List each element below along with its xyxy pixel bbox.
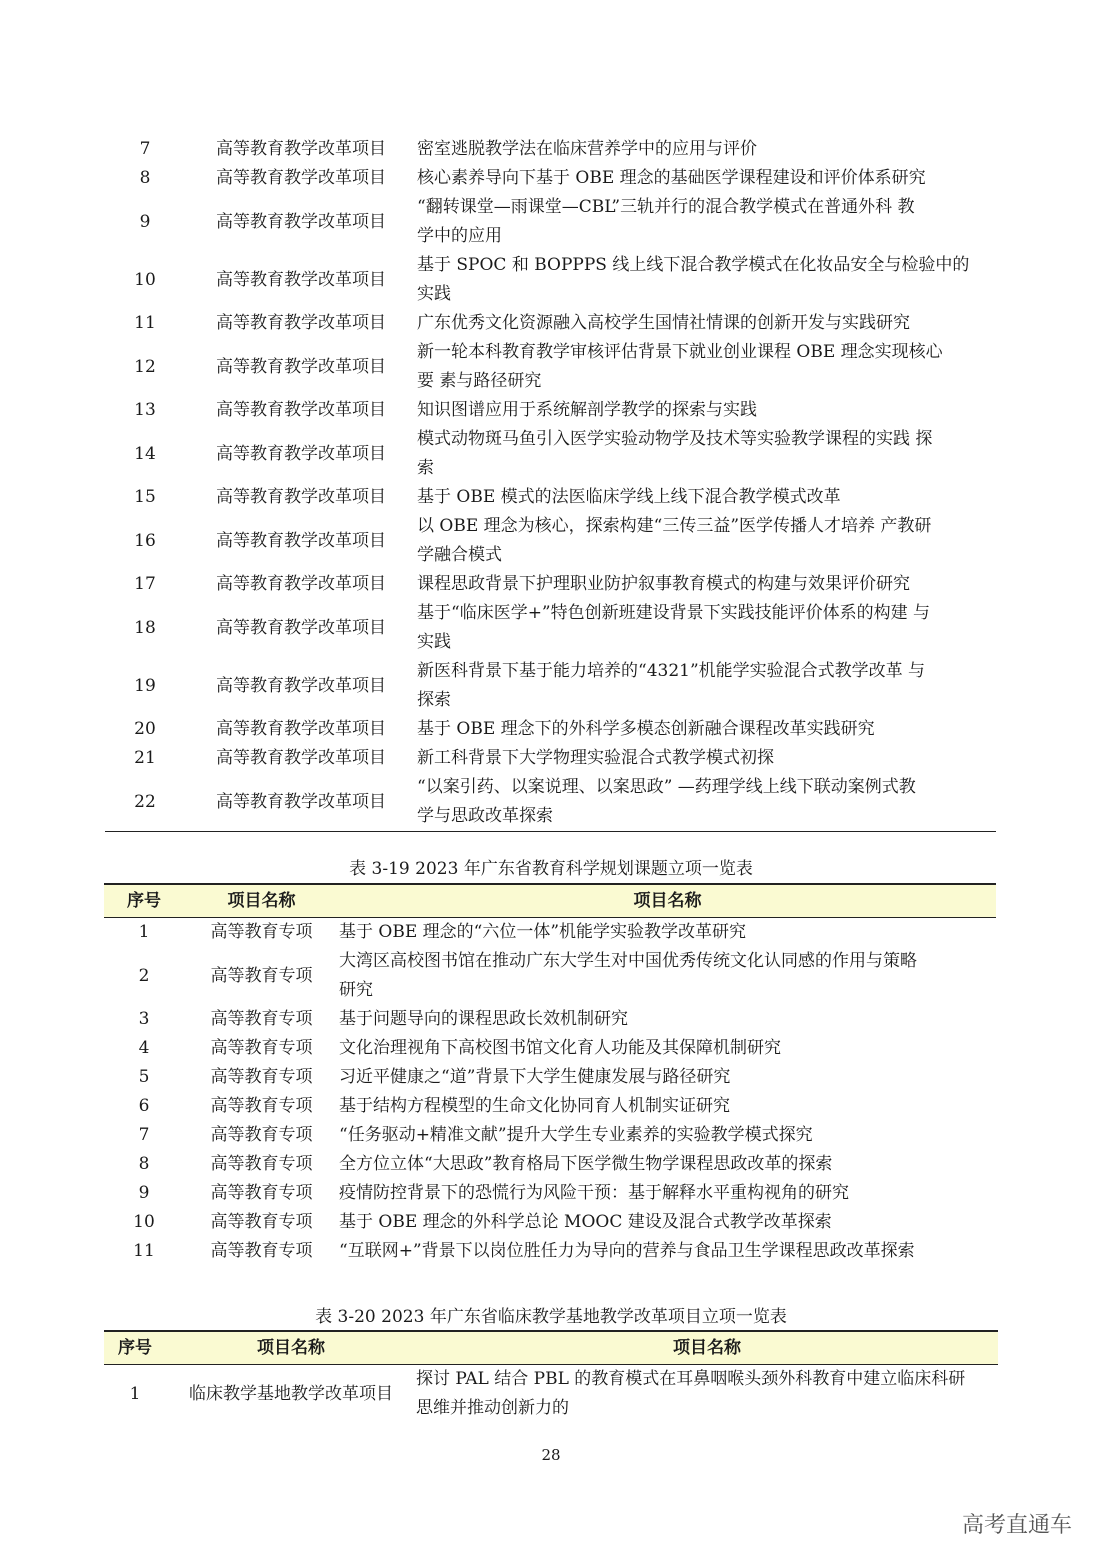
row-number: 14 — [134, 443, 156, 464]
table-prev-continued — [105, 135, 996, 832]
row-category: 高等教育教学改革项目 — [216, 211, 386, 232]
header-title: 项目名称 — [416, 1331, 998, 1365]
row-category: 高等教育专项 — [210, 1183, 313, 1203]
watermark: 高考直通车 — [961, 1513, 1072, 1538]
row-title — [339, 1005, 996, 1034]
row-category: 高等教育专项 — [210, 1212, 313, 1232]
row-title-line: 基于 OBE 模式的法医临床学线上线下混合教学模式改革 — [417, 487, 841, 507]
table-row — [105, 164, 996, 193]
table-header-row — [104, 1331, 998, 1365]
row-category: 高等教育专项 — [210, 1067, 313, 1087]
row-title — [339, 1121, 996, 1150]
row-title-line: 知识图谱应用于系统解剖学教学的探索与实践 — [417, 400, 757, 420]
row-title — [339, 1237, 996, 1266]
row-title-line: 疫情防控背景下的恐慌行为风险干预：基于解释水平重构视角的研究 — [339, 1183, 849, 1203]
table-row — [105, 396, 996, 425]
row-number: 7 — [139, 139, 151, 159]
row-title-line: 学融合模式 — [417, 545, 502, 565]
row-category: 高等教育专项 — [210, 965, 313, 986]
row-number: 17 — [134, 574, 156, 594]
row-number: 11 — [133, 1241, 155, 1261]
row-title — [417, 512, 996, 570]
row-number: 22 — [134, 791, 156, 812]
table-row — [105, 773, 996, 832]
table-3-19 — [104, 883, 996, 1266]
row-title-line: 基于结构方程模型的生命文化协同育人机制实证研究 — [339, 1096, 730, 1116]
row-title-line: 核心素养导向下基于 OBE 理念的基础医学课程建设和评价体系研究 — [417, 168, 926, 188]
row-title-line: 密室逃脱教学法在临床营养学中的应用与评价 — [417, 139, 757, 159]
row-title — [417, 396, 996, 425]
row-category: 临床教学基地教学改革项目 — [189, 1383, 393, 1404]
row-number: 5 — [138, 1067, 150, 1087]
row-category: 高等教育专项 — [210, 1009, 313, 1029]
row-title-line: 文化治理视角下高校图书馆文化育人功能及其保障机制研究 — [339, 1038, 781, 1058]
row-title — [417, 425, 996, 483]
table-header-row — [104, 884, 996, 918]
table-row — [104, 1121, 996, 1150]
table-row — [105, 657, 996, 715]
row-title-line: 基于 SPOC 和 BOPPPS 线上线下混合教学模式在化妆品安全与检验中的 — [417, 255, 970, 275]
row-title-line: 基于 OBE 理念的“六位一体”机能学实验教学改革研究 — [339, 922, 747, 942]
table-row — [104, 1365, 998, 1424]
row-category: 高等教育教学改革项目 — [216, 791, 386, 812]
row-title-line: 实践 — [417, 284, 451, 304]
table-row — [105, 251, 996, 309]
row-number: 3 — [138, 1009, 150, 1029]
row-title-line: “任务驱动+精准文献”提升大学生专业素养的实验教学模式探究 — [339, 1125, 813, 1145]
row-title-line: 探讨 PAL 结合 PBL 的教育模式在耳鼻咽喉头颈外科教育中建立临床科研 — [416, 1369, 966, 1389]
row-title — [417, 657, 996, 715]
row-title-line: 基于 OBE 理念的外科学总论 MOOC 建设及混合式教学改革探索 — [339, 1212, 832, 1232]
table-3-20-body — [104, 1365, 998, 1424]
table-3-19-body — [104, 918, 996, 1267]
row-category: 高等教育专项 — [210, 922, 313, 942]
row-category: 高等教育教学改革项目 — [216, 168, 386, 188]
row-number: 8 — [139, 168, 151, 188]
table-3-20 — [104, 1330, 998, 1423]
row-title-line: “互联网+”背景下以岗位胜任力为导向的营养与食品卫生学课程思政改革探索 — [339, 1241, 915, 1261]
row-number: 8 — [138, 1154, 150, 1174]
table-row — [105, 193, 996, 251]
row-category: 高等教育教学改革项目 — [216, 443, 386, 464]
row-title — [417, 483, 996, 512]
row-number: 9 — [138, 1183, 150, 1203]
table-row — [105, 512, 996, 570]
table-row — [105, 483, 996, 512]
row-title — [339, 1092, 996, 1121]
row-category: 高等教育教学改革项目 — [216, 269, 386, 290]
header-title: 项目名称 — [339, 884, 996, 918]
row-number: 15 — [134, 487, 156, 507]
row-title-line: 模式动物斑马鱼引入医学实验动物学及技术等实验教学课程的实践 探 — [417, 429, 933, 449]
table-row — [105, 599, 996, 657]
row-category: 高等教育教学改革项目 — [216, 400, 386, 420]
row-title — [339, 1034, 996, 1063]
header-category: 项目名称 — [166, 1331, 416, 1365]
row-number: 1 — [129, 1383, 141, 1404]
table-row — [104, 1150, 996, 1179]
row-title-line: 基于问题导向的课程思政长效机制研究 — [339, 1009, 628, 1029]
row-title — [417, 599, 996, 657]
row-title-line: 新医科背景下基于能力培养的“4321”机能学实验混合式教学改革 与 — [417, 661, 926, 681]
row-number: 4 — [138, 1038, 150, 1058]
table-row — [104, 947, 996, 1005]
row-title-line: 以 OBE 理念为核心，探索构建“三传三益”医学传播人才培养 产教研 — [417, 516, 932, 536]
row-number: 10 — [134, 269, 156, 290]
table-3-20-caption: 表 3-20 2023 年广东省临床教学基地教学改革项目立项一览表 — [315, 1307, 787, 1327]
row-title-line: 课程思政背景下护理职业防护叙事教育模式的构建与效果评价研究 — [417, 574, 910, 594]
row-title — [417, 715, 996, 744]
table-row — [104, 1005, 996, 1034]
table-row — [105, 570, 996, 599]
row-number: 9 — [139, 211, 151, 232]
row-title-line: 习近平健康之“道”背景下大学生健康发展与路径研究 — [339, 1067, 731, 1087]
table-row — [104, 1208, 996, 1237]
row-title-line: 基于 OBE 理念下的外科学多模态创新融合课程改革实践研究 — [417, 719, 875, 739]
row-title — [417, 135, 996, 164]
row-number: 7 — [138, 1125, 150, 1145]
row-title-line: 学中的应用 — [417, 226, 502, 246]
row-number: 20 — [134, 719, 156, 739]
row-title — [417, 309, 996, 338]
row-title — [339, 1208, 996, 1237]
row-title — [417, 193, 996, 251]
row-category: 高等教育专项 — [210, 1038, 313, 1058]
row-category: 高等教育教学改革项目 — [216, 719, 386, 739]
table-row — [104, 1034, 996, 1063]
row-title-line: “翻转课堂—雨课堂—CBL”三轨并行的混合教学模式在普通外科 教 — [417, 197, 915, 217]
row-title-line: 基于“临床医学+”特色创新班建设背景下实践技能评价体系的构建 与 — [417, 603, 931, 623]
row-category: 高等教育教学改革项目 — [216, 313, 386, 333]
table-row — [104, 1237, 996, 1266]
row-title-line: 探索 — [417, 690, 451, 710]
table-row — [104, 918, 996, 948]
row-number: 21 — [134, 748, 156, 768]
row-category: 高等教育教学改革项目 — [216, 617, 386, 638]
table-row — [105, 715, 996, 744]
table-prev-body — [105, 135, 996, 832]
row-category: 高等教育教学改革项目 — [216, 530, 386, 551]
row-title — [416, 1365, 998, 1424]
page-number: 28 — [541, 1446, 561, 1464]
row-title-line: 索 — [417, 458, 434, 478]
row-title-line: 思维并推动创新力的 — [416, 1398, 569, 1418]
row-title — [417, 744, 996, 773]
row-title-line: 要 素与路径研究 — [417, 371, 542, 391]
row-title — [417, 338, 996, 396]
row-title — [339, 947, 996, 1005]
row-category: 高等教育教学改革项目 — [216, 487, 386, 507]
row-number: 16 — [134, 530, 156, 551]
table-row — [104, 1179, 996, 1208]
row-number: 19 — [134, 675, 156, 696]
table-row — [104, 1092, 996, 1121]
row-title — [417, 251, 996, 309]
row-number: 1 — [138, 922, 150, 942]
row-category: 高等教育教学改革项目 — [216, 675, 386, 696]
row-number: 18 — [134, 617, 156, 638]
row-title-line: 大湾区高校图书馆在推动广东大学生对中国优秀传统文化认同感的作用与策略 — [339, 951, 917, 971]
table-row — [105, 338, 996, 396]
row-category: 高等教育专项 — [210, 1096, 313, 1116]
row-title — [339, 1063, 996, 1092]
row-category: 高等教育专项 — [210, 1125, 313, 1145]
row-number: 11 — [134, 313, 156, 333]
row-title-line: “以案引药、以案说理、以案思政” —药理学线上线下联动案例式教 — [417, 777, 916, 797]
row-category: 高等教育教学改革项目 — [216, 748, 386, 768]
table-3-19-caption: 表 3-19 2023 年广东省教育科学规划课题立项一览表 — [349, 859, 753, 879]
row-category: 高等教育教学改革项目 — [216, 574, 386, 594]
row-category: 高等教育专项 — [210, 1241, 313, 1261]
header-category: 项目名称 — [184, 884, 339, 918]
table-row — [105, 309, 996, 338]
row-title-line: 实践 — [417, 632, 451, 652]
row-number: 13 — [134, 400, 156, 420]
table-row — [105, 744, 996, 773]
row-number: 12 — [134, 356, 156, 377]
row-title-line: 广东优秀文化资源融入高校学生国情社情课的创新开发与实践研究 — [417, 313, 910, 333]
row-title-line: 学与思政改革探索 — [417, 806, 553, 826]
table-row — [105, 135, 996, 164]
row-title — [417, 164, 996, 193]
row-number: 2 — [138, 965, 150, 986]
row-number: 10 — [133, 1212, 155, 1232]
row-title-line: 新工科背景下大学物理实验混合式教学模式初探 — [417, 748, 774, 768]
header-no: 序号 — [104, 884, 184, 918]
table-row — [105, 425, 996, 483]
row-category: 高等教育专项 — [210, 1154, 313, 1174]
row-number: 6 — [138, 1096, 150, 1116]
row-title-line: 全方位立体“大思政”教育格局下医学微生物学课程思政改革的探索 — [339, 1154, 833, 1174]
row-category: 高等教育教学改革项目 — [216, 139, 386, 159]
row-title — [417, 773, 996, 832]
row-title — [339, 918, 996, 948]
row-title — [339, 1150, 996, 1179]
row-title — [339, 1179, 996, 1208]
row-category: 高等教育教学改革项目 — [216, 356, 386, 377]
row-title-line: 新一轮本科教育教学审核评估背景下就业创业课程 OBE 理念实现核心 — [417, 342, 943, 362]
header-no: 序号 — [104, 1331, 166, 1365]
row-title-line: 研究 — [339, 980, 373, 1000]
row-title — [417, 570, 996, 599]
table-row — [104, 1063, 996, 1092]
